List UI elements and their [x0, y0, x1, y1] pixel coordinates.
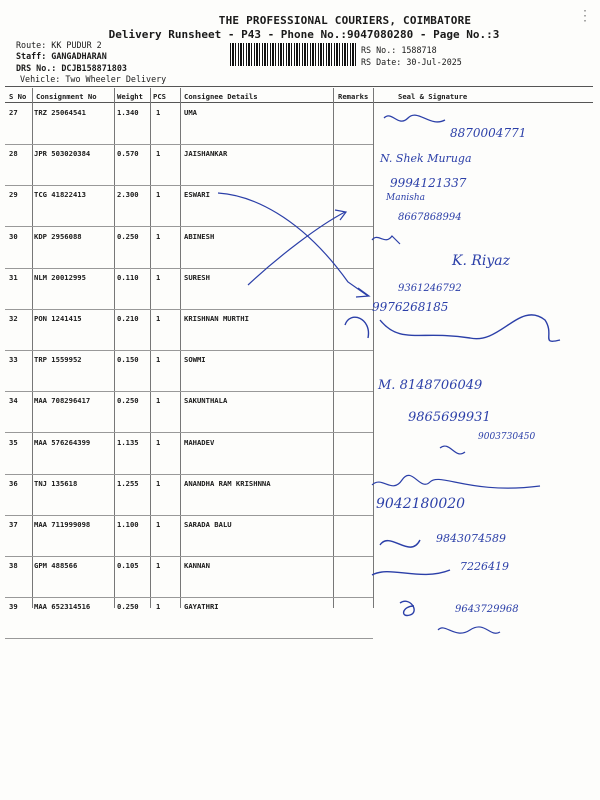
sno-cell: 31 [9, 272, 18, 282]
col-header-consignee: Consignee Details [184, 92, 258, 101]
handwritten-note: 9976268185 [372, 300, 449, 314]
company-title: THE PROFESSIONAL COURIERS, COIMBATORE [218, 14, 472, 27]
consignment-cell: TRP 1559952 [34, 355, 82, 365]
sno-cell: 27 [9, 108, 18, 117]
consignee-cell: JAISHANKAR [184, 149, 228, 159]
weight-cell: 1.340 [117, 108, 139, 117]
consignment-cell: JPR 503020384 [34, 149, 91, 159]
pcs-cell: 1 [156, 561, 161, 571]
consignment-cell: MAA 652314516 [34, 602, 91, 612]
sno-cell: 28 [9, 149, 18, 159]
weight-cell: 0.570 [117, 149, 139, 159]
vehicle-label: Vehicle: Two Wheeler Delivery [20, 74, 167, 84]
weight-cell: 0.110 [117, 272, 139, 282]
pcs-cell: 1 [156, 396, 161, 406]
pcs-cell: 1 [156, 355, 161, 365]
sno-cell: 36 [9, 478, 18, 488]
runsheet-title: Delivery Runsheet - P43 - Phone No.:9047080280 - Page No.:3 [108, 28, 500, 41]
weight-cell: 0.150 [117, 355, 139, 365]
pcs-cell: 1 [156, 478, 161, 488]
handwritten-note: 9843074589 [436, 532, 506, 545]
consignee-cell: ABINESH [184, 231, 215, 241]
redirect-arrow-line [218, 193, 368, 296]
weight-cell: 2.300 [117, 190, 139, 200]
pcs-cell: 1 [156, 108, 161, 117]
sno-cell: 30 [9, 231, 18, 241]
weight-cell: 0.250 [117, 396, 139, 406]
weight-cell: 1.100 [117, 520, 139, 529]
sno-cell: 35 [9, 437, 18, 447]
handwritten-note: 9643729968 [455, 604, 519, 615]
signature-mark [384, 115, 445, 122]
consignment-cell: MAA 576264399 [34, 437, 91, 447]
consignment-cell: KDP 2956088 [34, 231, 82, 241]
consignee-cell: SAKUNTHALA [184, 396, 228, 406]
pcs-cell: 1 [156, 602, 161, 612]
consignee-cell: SURESH [184, 272, 210, 282]
handwritten-note: 9042180020 [376, 496, 466, 512]
consignee-cell: SOWMI [184, 355, 206, 365]
consignment-cell: GPM 488566 [34, 561, 78, 571]
handwritten-note: Manisha [386, 193, 426, 203]
weight-cell: 0.210 [117, 314, 139, 323]
signature-mark [440, 446, 465, 454]
staff-label: Staff: GANGADHARAN [16, 51, 107, 61]
consignment-cell: TCG 41822413 [34, 190, 86, 200]
col-header-seal: Seal & Signature [398, 92, 468, 101]
col-header-remarks: Remarks [338, 92, 369, 101]
handwritten-note: K. Riyaz [452, 253, 511, 269]
weight-cell: 0.250 [117, 231, 139, 241]
handwritten-note: 7226419 [460, 560, 509, 573]
rs-number: RS No.: 1588718 [361, 45, 437, 55]
consignment-cell: NLM 20012995 [34, 272, 86, 282]
handwritten-note: N. Shek Muruga [380, 152, 472, 165]
handwritten-note: 9865699931 [408, 410, 491, 425]
sno-cell: 39 [9, 602, 18, 612]
weight-cell: 0.250 [117, 602, 139, 612]
consignment-cell: MAA 708296417 [34, 396, 91, 406]
consignee-cell: KRISHNAN MURTHI [184, 314, 249, 323]
consignment-cell: PON 1241415 [34, 314, 82, 323]
sno-cell: 34 [9, 396, 18, 406]
rs-date: RS Date: 30-Jul-2025 [361, 57, 462, 67]
signature-mark [372, 236, 400, 244]
weight-cell: 0.105 [117, 561, 139, 571]
consignee-cell: SARADA BALU [184, 520, 232, 529]
sno-cell: 32 [9, 314, 18, 323]
sno-cell: 29 [9, 190, 18, 200]
handwritten-note: M. 8148706049 [378, 378, 483, 393]
consignee-cell: ESWARI [184, 190, 210, 200]
consignment-cell: TRZ 25064541 [34, 108, 86, 117]
pcs-cell: 1 [156, 272, 161, 282]
weight-cell: 1.255 [117, 478, 139, 488]
consignment-cell: MAA 711999098 [34, 520, 91, 529]
consignee-cell: ANANDHA RAM KRISHNNA [184, 478, 271, 488]
pcs-cell: 1 [156, 231, 161, 241]
consignee-cell: UMA [184, 108, 197, 117]
pcs-cell: 1 [156, 190, 161, 200]
signature-mark [400, 601, 414, 615]
consignee-cell: KANNAN [184, 561, 210, 571]
col-header-weight: Weight [117, 92, 143, 101]
sno-cell: 38 [9, 561, 18, 571]
drs-number: DRS No.: DCJB158871803 [16, 63, 127, 73]
corner-mark: ⋮ [578, 8, 592, 24]
pcs-cell: 1 [156, 149, 161, 159]
sno-cell: 37 [9, 520, 18, 529]
col-header-consignment: Consignment No [36, 92, 97, 101]
signature-mark [372, 475, 540, 488]
handwritten-note: 9994121337 [390, 176, 467, 190]
handwritten-note: 8870004771 [450, 126, 527, 140]
col-header-sno: S No [9, 92, 27, 101]
pcs-cell: 1 [156, 520, 161, 529]
consignee-cell: MAHADEV [184, 437, 215, 447]
signature-mark [438, 627, 500, 633]
pcs-cell: 1 [156, 437, 161, 447]
sno-cell: 33 [9, 355, 18, 365]
consignment-cell: TNJ 135618 [34, 478, 78, 488]
handwritten-note: 9003730450 [478, 432, 536, 442]
route-label: Route: KK PUDUR 2 [16, 40, 102, 50]
handwritten-note: 9361246792 [398, 283, 462, 294]
signature-mark [372, 540, 450, 575]
redirect-arrow-line [248, 212, 345, 285]
col-header-pcs: PCS [153, 92, 166, 101]
weight-cell: 1.135 [117, 437, 139, 447]
handwritten-note: 8667868994 [398, 212, 462, 223]
pcs-cell: 1 [156, 314, 161, 323]
signature-mark [345, 315, 560, 341]
consignee-cell: GAYATHRI [184, 602, 219, 612]
